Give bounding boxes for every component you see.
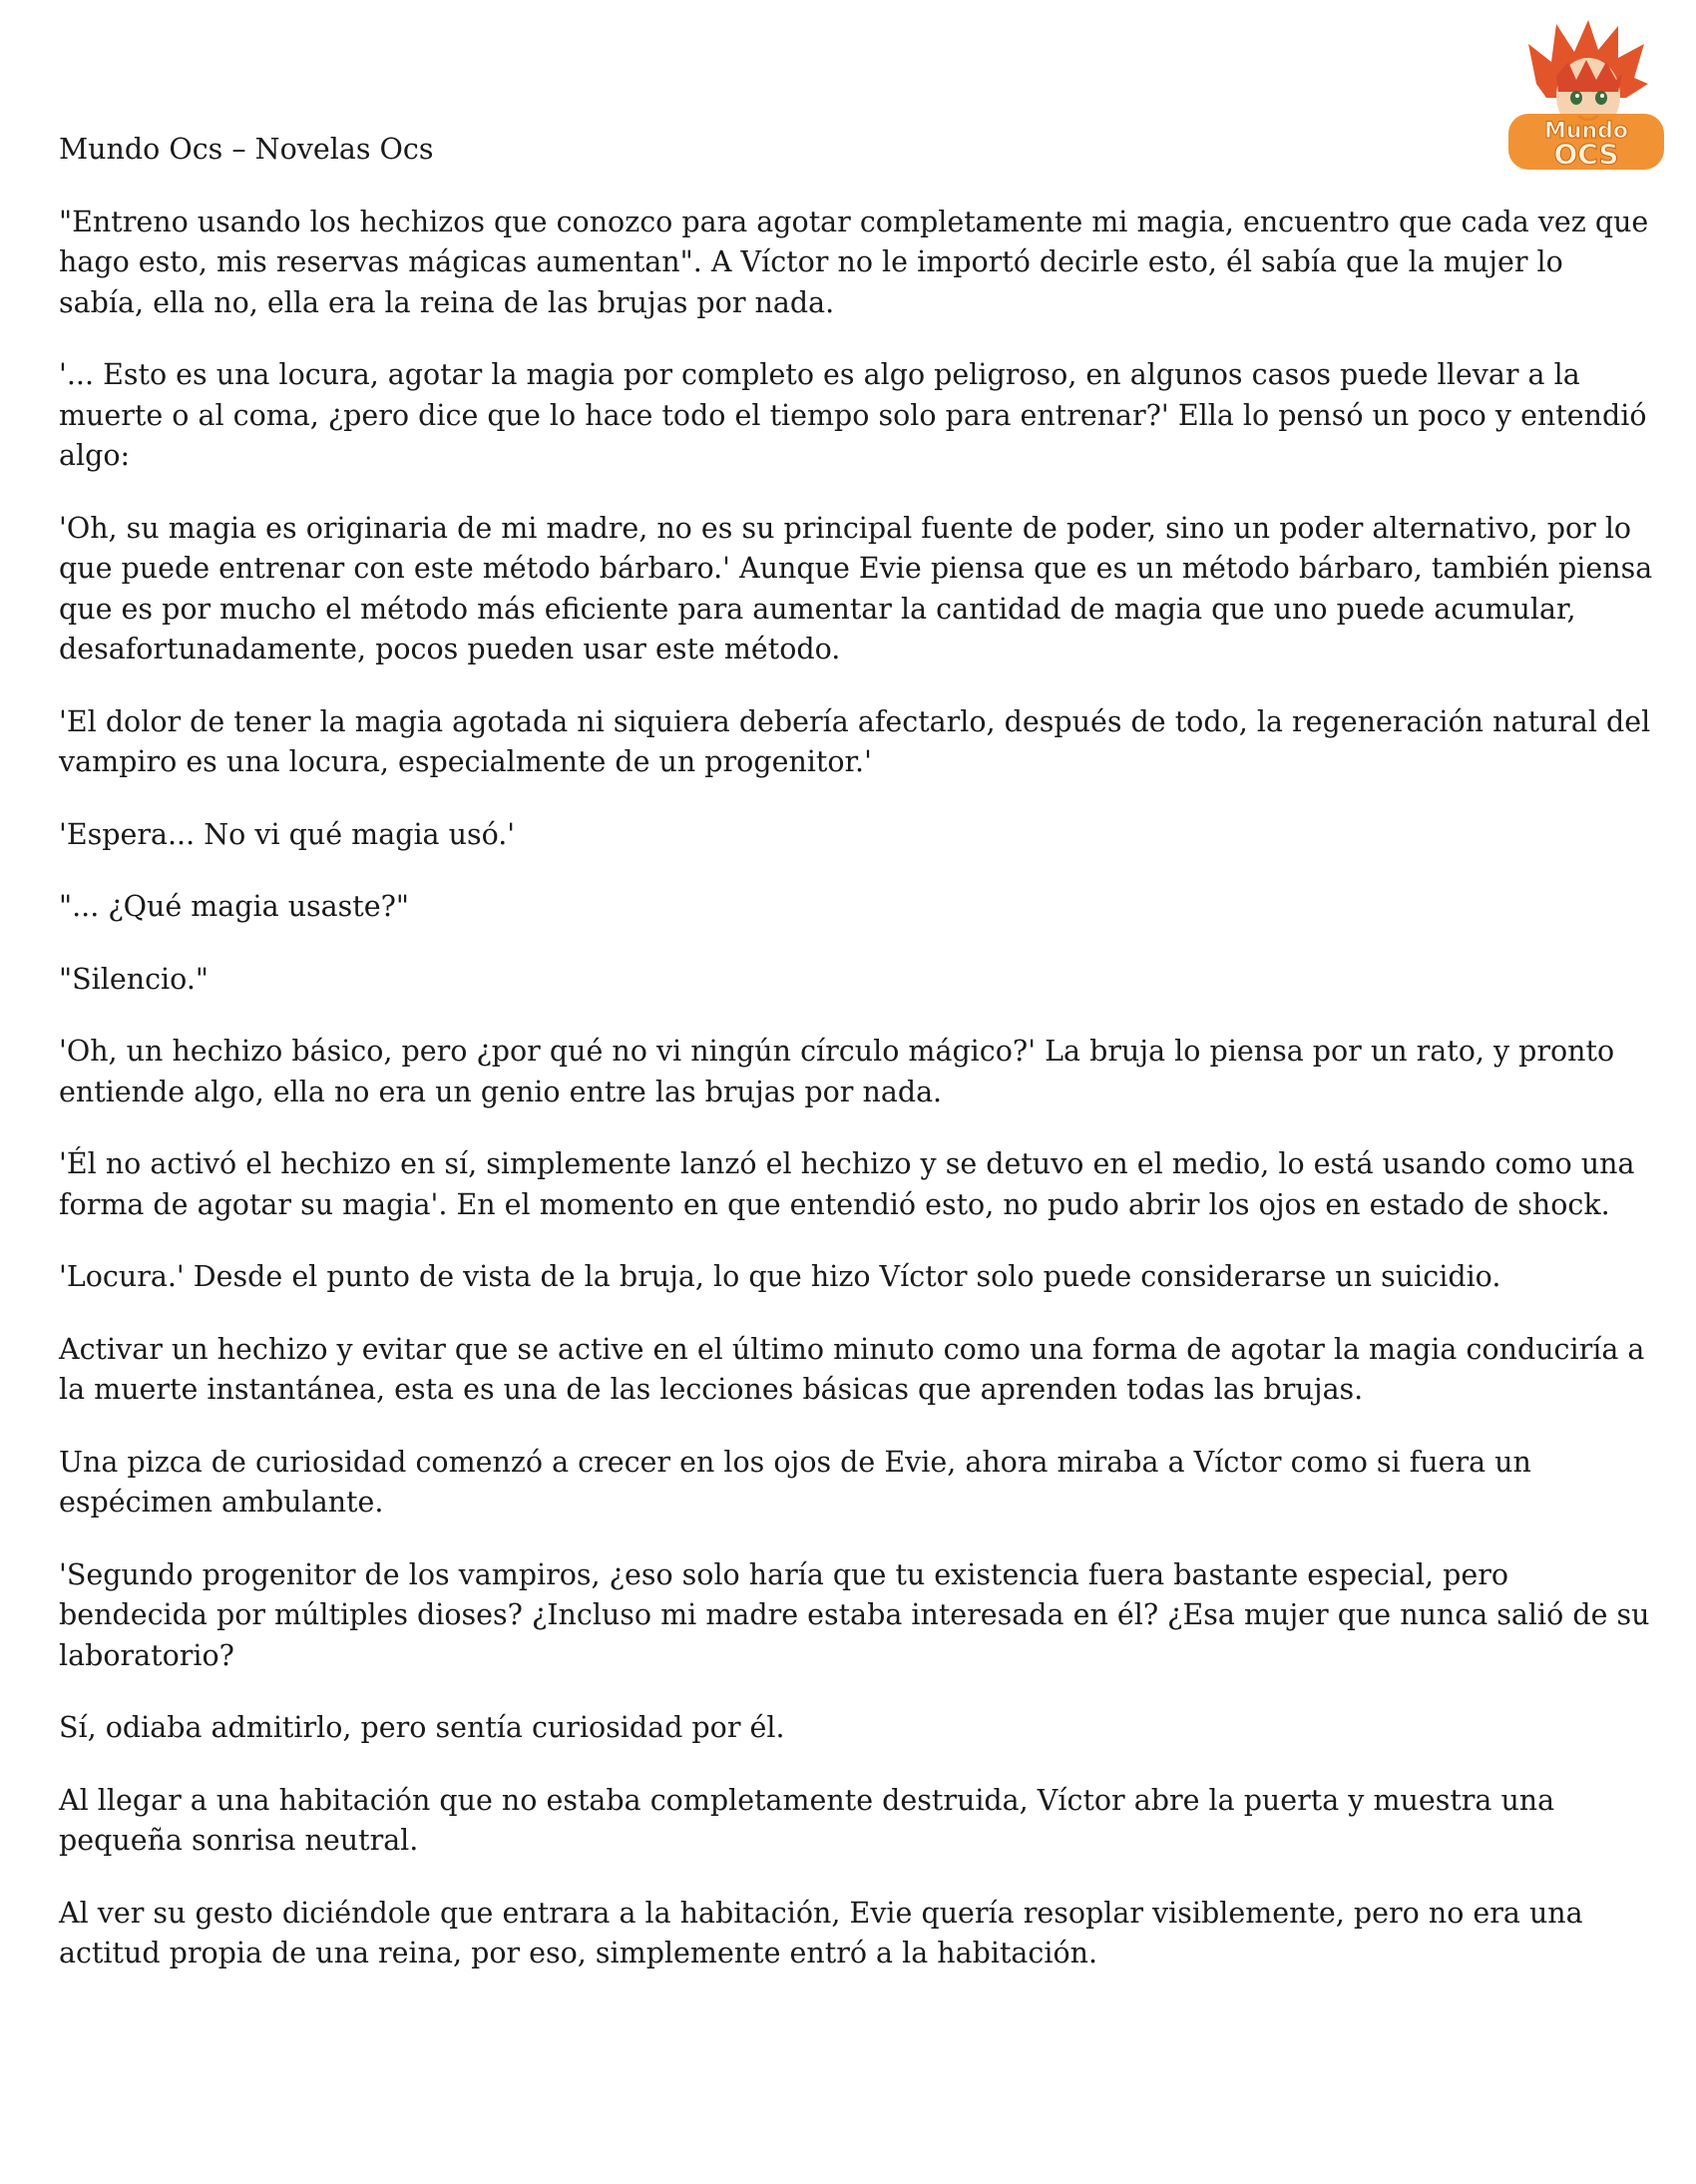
paragraph: "Silencio." xyxy=(59,962,209,996)
paragraph: Una pizca de curiosidad comenzó a crecer en los ojos de Evie, ahora miraba a Víctor como si fuera un espécimen ambulante. xyxy=(59,1445,1531,1519)
svg-text:OCS: OCS xyxy=(1553,138,1619,171)
paragraph: 'El dolor de tener la magia agotada ni siquiera debería afectarlo, después de todo, la regeneración natural del vampiro es una locura, especialmente de un progenitor.' xyxy=(59,704,1651,778)
paragraph: Al ver su gesto diciéndole que entrara a la habitación, Evie quería resoplar visiblemente, pero no era una actitud propia de una reina, por eso, simplemente entró a la habitación. xyxy=(59,1896,1583,1969)
paragraph: 'Él no activó el hechizo en sí, simplemente lanzó el hechizo y se detuvo en el medio, lo está usando como una forma de agotar su magia'. En el momento en que entendió esto, no pudo abrir los ojos en estado de shock. xyxy=(59,1147,1635,1221)
paragraph: Al llegar a una habitación que no estaba completamente destruida, Víctor abre la puerta y muestra una pequeña sonrisa neutral. xyxy=(59,1783,1555,1857)
svg-text:Mundo: Mundo xyxy=(1543,119,1629,144)
document-body xyxy=(59,130,1655,2006)
paragraph: 'Oh, un hechizo básico, pero ¿por qué no vi ningún círculo mágico?' La bruja lo piensa por un rato, y pronto entiende algo, ella no era un genio entre las brujas por nada. xyxy=(59,1035,1615,1108)
paragraph: Activar un hechizo y evitar que se active en el último minuto como una forma de agotar la magia conduciría a la muerte instantánea, esta es una de las lecciones básicas que aprenden todas las brujas. xyxy=(59,1332,1645,1406)
paragraph: "Entreno usando los hechizos que conozco para agotar completamente mi magia, encuentro que cada vez que hago esto, mis reservas mágicas aumentan". A Víctor no le importó decirle esto, él sabía que la mujer lo sabía, ella no, ella era la reina de las brujas por nada. xyxy=(59,205,1649,319)
page-header-title: Mundo Ocs – Novelas Ocs xyxy=(59,133,434,166)
paragraph: '... Esto es una locura, agotar la magia por completo es algo peligroso, en algunos casos puede llevar a la muerte o al coma, ¿pero dice que lo hace todo el tiempo solo para entrenar?' Ella lo pensó un poco y entendió algo: xyxy=(59,358,1647,472)
paragraph: 'Oh, su magia es originaria de mi madre, no es su principal fuente de poder, sino un poder alternativo, por lo que puede entrenar con este método bárbaro.' Aunque Evie piensa que es un método bárbaro, también piensa que es por mucho el método más eficiente para aumentar la cantidad de magia que uno puede acumular, desafortunadamente, pocos pueden usar este método. xyxy=(59,511,1653,665)
paragraph: Sí, odiaba admitirlo, pero sentía curiosidad por él. xyxy=(59,1711,785,1744)
paragraph: 'Espera... No vi qué magia usó.' xyxy=(59,817,516,851)
paragraph: "... ¿Qué magia usaste?" xyxy=(59,890,410,923)
paragraph: 'Segundo progenitor de los vampiros, ¿eso solo haría que tu existencia fuera bastante especial, pero bendecida por múltiples dioses? ¿Incluso mi madre estaba interesada en él? ¿Esa mujer que nunca salió de su laboratorio? xyxy=(59,1557,1650,1672)
paragraph: 'Locura.' Desde el punto de vista de la bruja, lo que hizo Víctor solo puede considerarse un suicidio. xyxy=(59,1260,1501,1293)
